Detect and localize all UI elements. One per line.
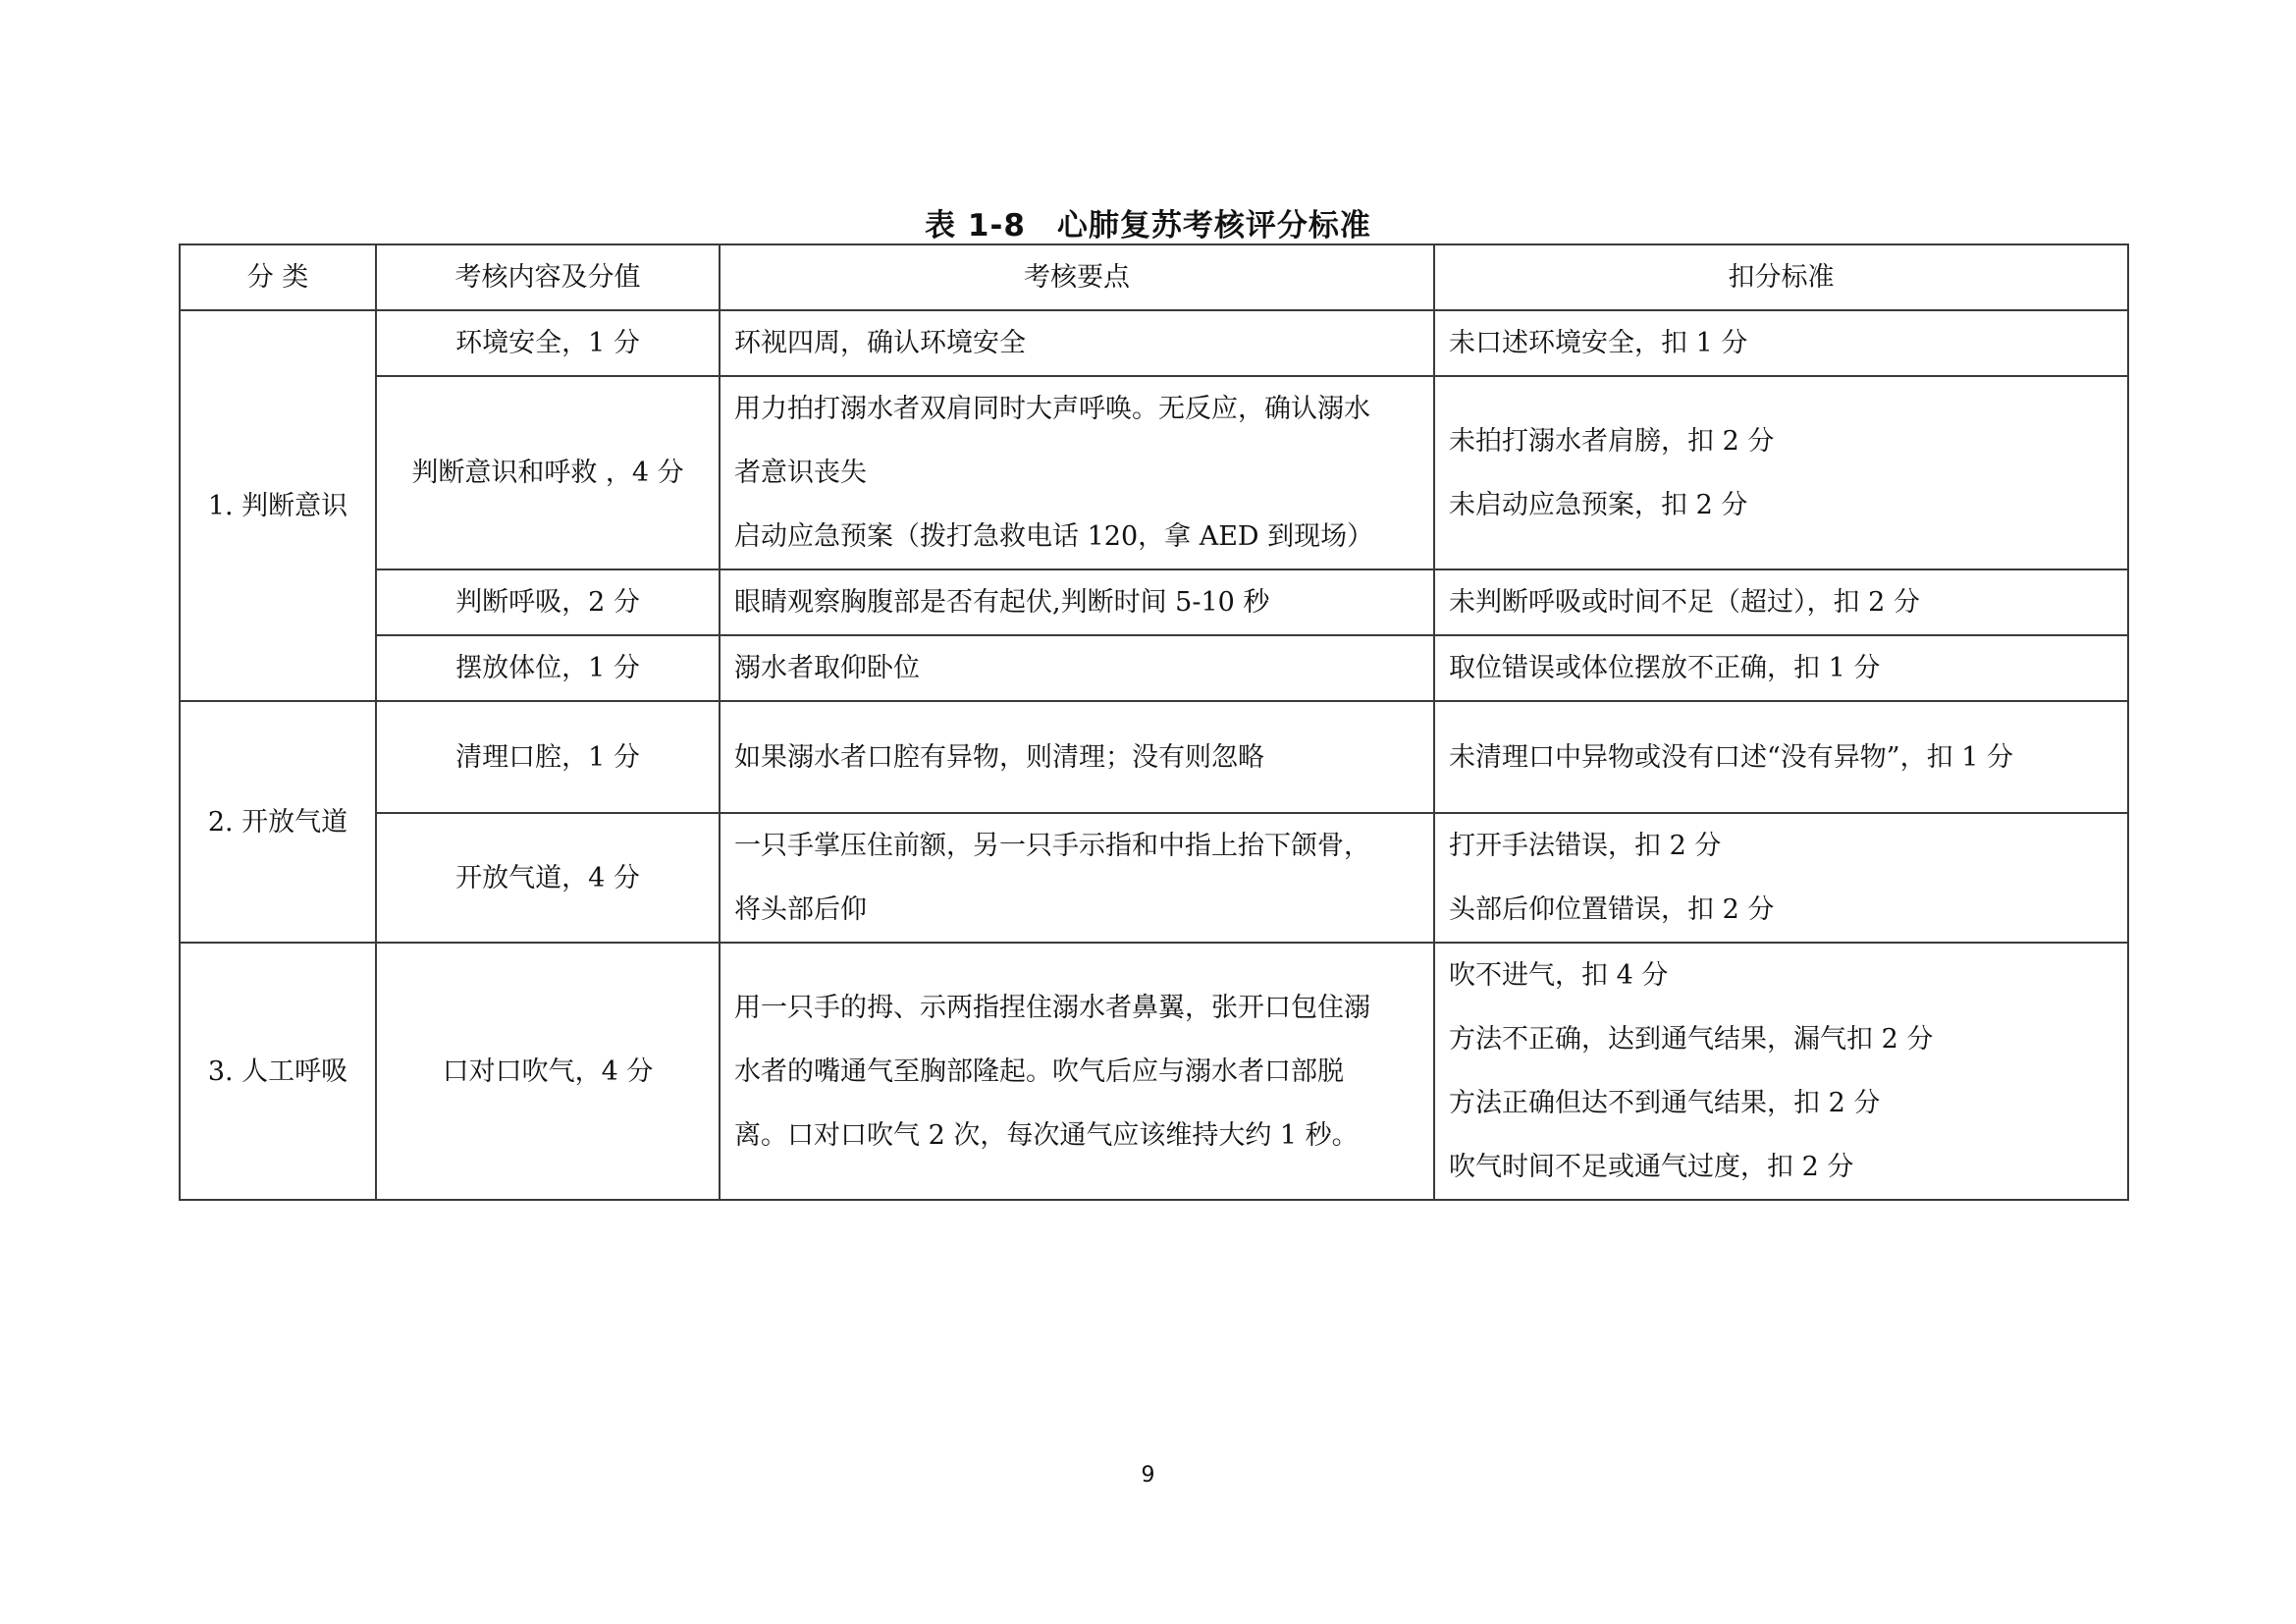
points-cell	[720, 813, 1434, 943]
points-line: 者意识丧失	[734, 458, 867, 488]
deduction-line: 未口述环境安全，扣 1 分	[1449, 328, 1748, 358]
deduction-cell	[1434, 376, 2128, 569]
points-cell	[720, 635, 1434, 701]
deduction-cell	[1434, 569, 2128, 635]
points-line: 眼睛观察胸腹部是否有起伏,判断时间 5-10 秒	[734, 587, 1270, 618]
content-cell: 判断意识和呼救 ，4 分	[376, 376, 720, 569]
header-deduction: 扣分标准	[1434, 244, 2128, 310]
table-header-row	[180, 244, 2128, 310]
deduction-line: 吹气时间不足或通气过度，扣 2 分	[1449, 1152, 1854, 1182]
content-cell: 摆放体位，1 分	[376, 635, 720, 701]
content-cell: 判断呼吸，2 分	[376, 569, 720, 635]
header-content: 考核内容及分值	[376, 244, 720, 310]
header-category: 分 类	[180, 244, 376, 310]
deduction-cell	[1434, 701, 2128, 813]
points-line: 如果溺水者口腔有异物，则清理；没有则忽略	[734, 741, 1264, 773]
points-cell	[720, 943, 1434, 1200]
deduction-line: 未清理口中异物或没有口述“没有异物”，扣 1 分	[1449, 741, 2013, 773]
table-row	[180, 310, 2128, 376]
points-line: 水者的嘴通气至胸部隆起。吹气后应与溺水者口部脱	[734, 1056, 1344, 1087]
points-cell	[720, 569, 1434, 635]
points-line: 环视四周，确认环境安全	[734, 328, 1026, 358]
table-row	[180, 813, 2128, 943]
deduction-line: 未拍打溺水者肩膀，扣 2 分	[1449, 425, 1775, 457]
category-cell: 2. 开放气道	[180, 701, 376, 943]
deduction-cell	[1434, 813, 2128, 943]
table-title: 表 1-8 心肺复苏考核评分标准	[925, 208, 1371, 244]
table-row	[180, 635, 2128, 701]
deduction-line: 未启动应急预案，扣 2 分	[1449, 489, 1748, 520]
content-cell: 清理口腔，1 分	[376, 701, 720, 813]
points-cell	[720, 310, 1434, 376]
content-cell: 口对口吹气，4 分	[376, 943, 720, 1200]
deduction-cell	[1434, 310, 2128, 376]
content-cell: 环境安全，1 分	[376, 310, 720, 376]
deduction-line: 未判断呼吸或时间不足（超过），扣 2 分	[1449, 587, 1920, 618]
category-cell: 3. 人工呼吸	[180, 943, 376, 1200]
deduction-cell	[1434, 943, 2128, 1200]
points-line: 用一只手的拇、示两指捏住溺水者鼻翼，张开口包住溺	[734, 992, 1370, 1023]
points-line: 一只手掌压住前额，另一只手示指和中指上抬下颌骨，	[734, 831, 1370, 861]
category-cell: 1. 判断意识	[180, 310, 376, 701]
deduction-cell	[1434, 635, 2128, 701]
cpr-scoring-table	[179, 244, 2129, 1201]
points-cell	[720, 376, 1434, 569]
header-points: 考核要点	[720, 244, 1434, 310]
deduction-line: 方法正确但达不到通气结果，扣 2 分	[1449, 1088, 1881, 1118]
page-number: 9	[1141, 1463, 1155, 1488]
deduction-line: 打开手法错误，扣 2 分	[1449, 831, 1722, 861]
table-row	[180, 376, 2128, 569]
deduction-line: 头部后仰位置错误，扣 2 分	[1449, 894, 1775, 925]
deduction-line: 吹不进气，扣 4 分	[1449, 960, 1669, 991]
points-line: 离。口对口吹气 2 次，每次通气应该维持大约 1 秒。	[734, 1119, 1359, 1151]
points-line: 溺水者取仰卧位	[734, 653, 920, 683]
content-cell: 开放气道，4 分	[376, 813, 720, 943]
table-row	[180, 701, 2128, 813]
points-line: 将头部后仰	[734, 894, 867, 925]
points-cell	[720, 701, 1434, 813]
points-line: 启动应急预案（拨打急救电话 120，拿 AED 到现场）	[734, 521, 1374, 552]
deduction-line: 取位错误或体位摆放不正确，扣 1 分	[1449, 653, 1881, 683]
table-row	[180, 569, 2128, 635]
table-row	[180, 943, 2128, 1200]
deduction-line: 方法不正确，达到通气结果，漏气扣 2 分	[1449, 1024, 1934, 1055]
points-line: 用力拍打溺水者双肩同时大声呼唤。无反应，确认溺水	[734, 394, 1370, 424]
